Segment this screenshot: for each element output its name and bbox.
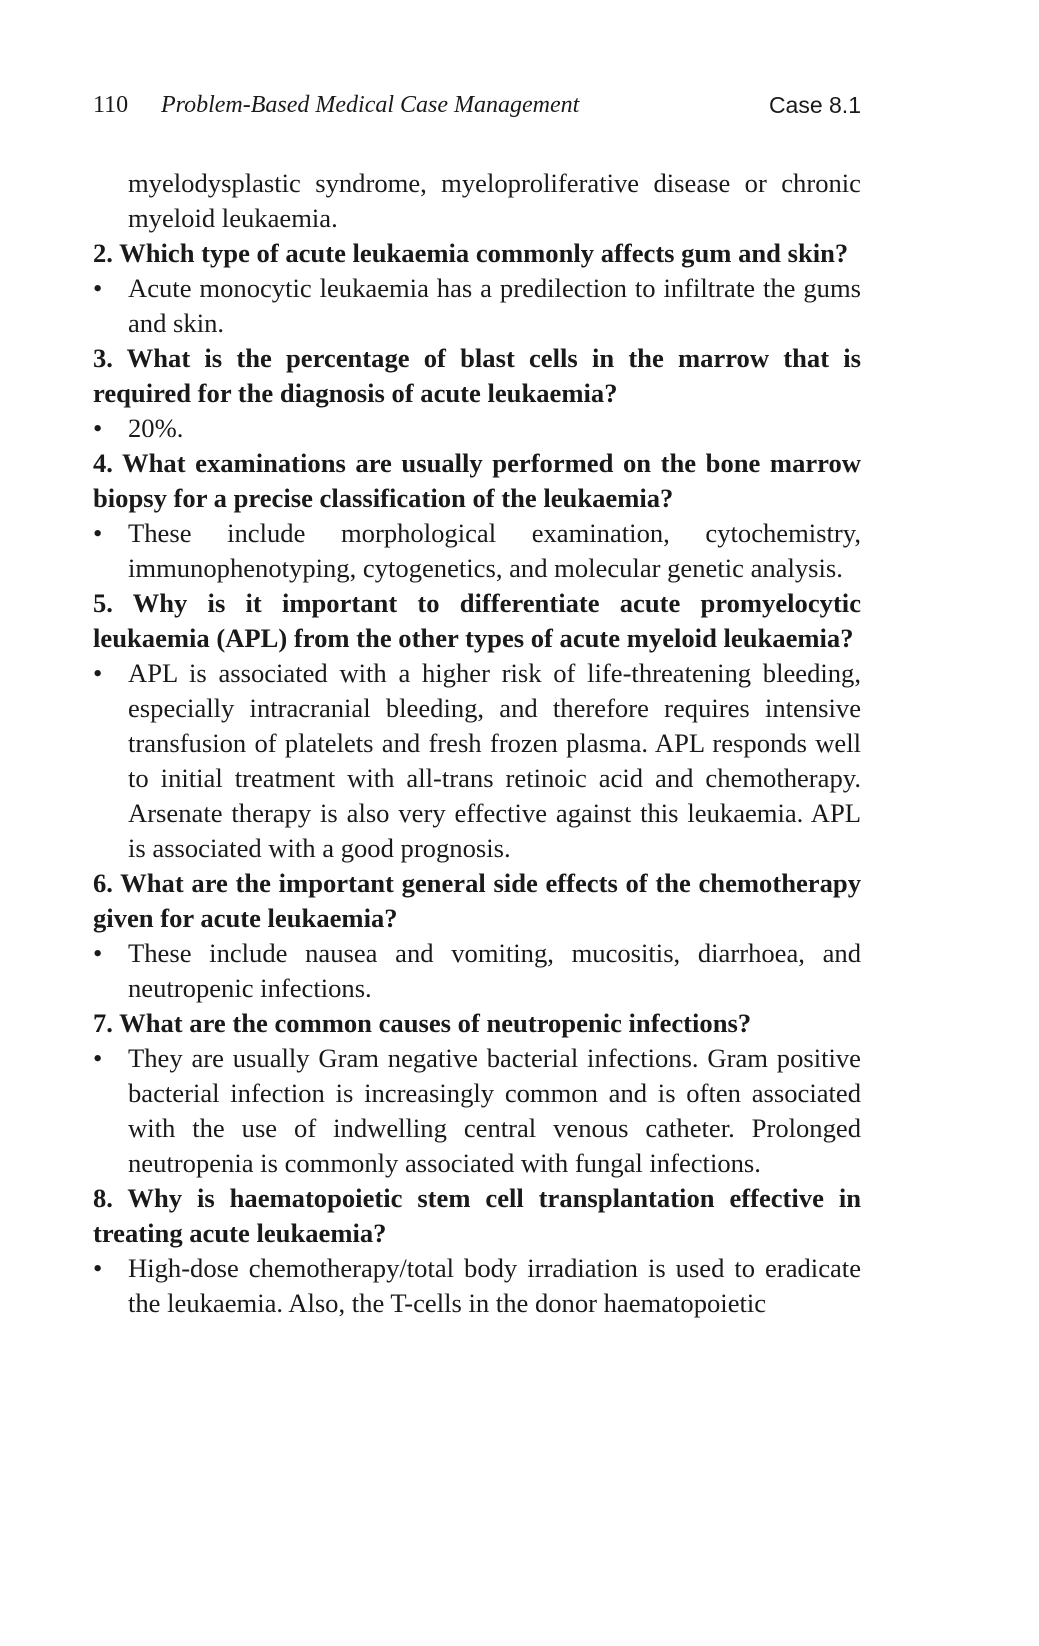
page-body (93, 166, 861, 1321)
question-4: 4. What examinations are usually performed on the bone marrow biopsy for a precise classification of the leukaemia? (93, 448, 861, 513)
answer-text: They are usually Gram negative bacterial infections. Gram positive bacterial infection is increasingly common and is often associated with the use of indwelling central venous catheter. Prolonged neutropenia is commonly associated with fungal infections. (128, 1043, 861, 1178)
question-6: 6. What are the important general side effects of the chemotherapy given for acute leukaemia? (93, 868, 861, 933)
bullet-icon: • (93, 658, 103, 688)
answer-6 (93, 936, 861, 1006)
bullet-icon: • (93, 1253, 103, 1283)
question-7: 7. What are the common causes of neutropenic infections? (93, 1008, 752, 1038)
question-8: 8. Why is haematopoietic stem cell transplantation effective in treating acute leukaemia? (93, 1183, 861, 1248)
page-number: 110 (93, 92, 129, 118)
running-header (93, 88, 861, 122)
answer-3 (93, 411, 861, 446)
answer-text: These include nausea and vomiting, mucositis, diarrhoea, and neutropenic infections. (128, 938, 861, 1003)
bullet-icon: • (93, 1043, 103, 1073)
case-label: Case 8.1 (768, 92, 861, 118)
answer-text: Acute monocytic leukaemia has a predilection to infiltrate the gums and skin. (128, 273, 861, 338)
answer-7 (93, 1041, 861, 1181)
question-5: 5. Why is it important to differentiate acute promyelocytic leukaemia (APL) from the other types of acute myeloid leukaemia? (93, 588, 861, 653)
answer-text: High-dose chemotherapy/total body irradiation is used to eradicate the leukaemia. Also, the T-cells in the donor haematopoietic (128, 1253, 861, 1318)
question-3: 3. What is the percentage of blast cells in the marrow that is required for the diagnosis of acute leukaemia? (93, 343, 861, 408)
book-title: Problem-Based Medical Case Management (161, 92, 580, 118)
answer-2 (93, 271, 861, 341)
answer-text: These include morphological examination, cytochemistry, immunophenotyping, cytogenetics, and molecular genetic analysis. (128, 518, 861, 583)
answer-text: 20%. (128, 413, 184, 443)
answer-8 (93, 1251, 861, 1321)
answer-5 (93, 656, 861, 866)
answer-text: APL is associated with a higher risk of life-threatening bleeding, especially intracranial bleeding, and therefore requires intensive transfusion of platelets and fresh frozen plasma. APL responds well to initial treatment with all-trans retinoic acid and chemotherapy. Arsenate therapy is also very effective against this leukaemia. APL is associated with a good prognosis. (128, 658, 861, 863)
bullet-icon: • (93, 518, 103, 548)
intro-continuation: myelodysplastic syndrome, myeloproliferative disease or chronic myeloid leukaemia. (128, 168, 861, 233)
bullet-icon: • (93, 273, 103, 303)
answer-4 (93, 516, 861, 586)
question-2: 2. Which type of acute leukaemia commonly affects gum and skin? (93, 238, 849, 268)
bullet-icon: • (93, 938, 103, 968)
bullet-icon: • (93, 413, 103, 443)
